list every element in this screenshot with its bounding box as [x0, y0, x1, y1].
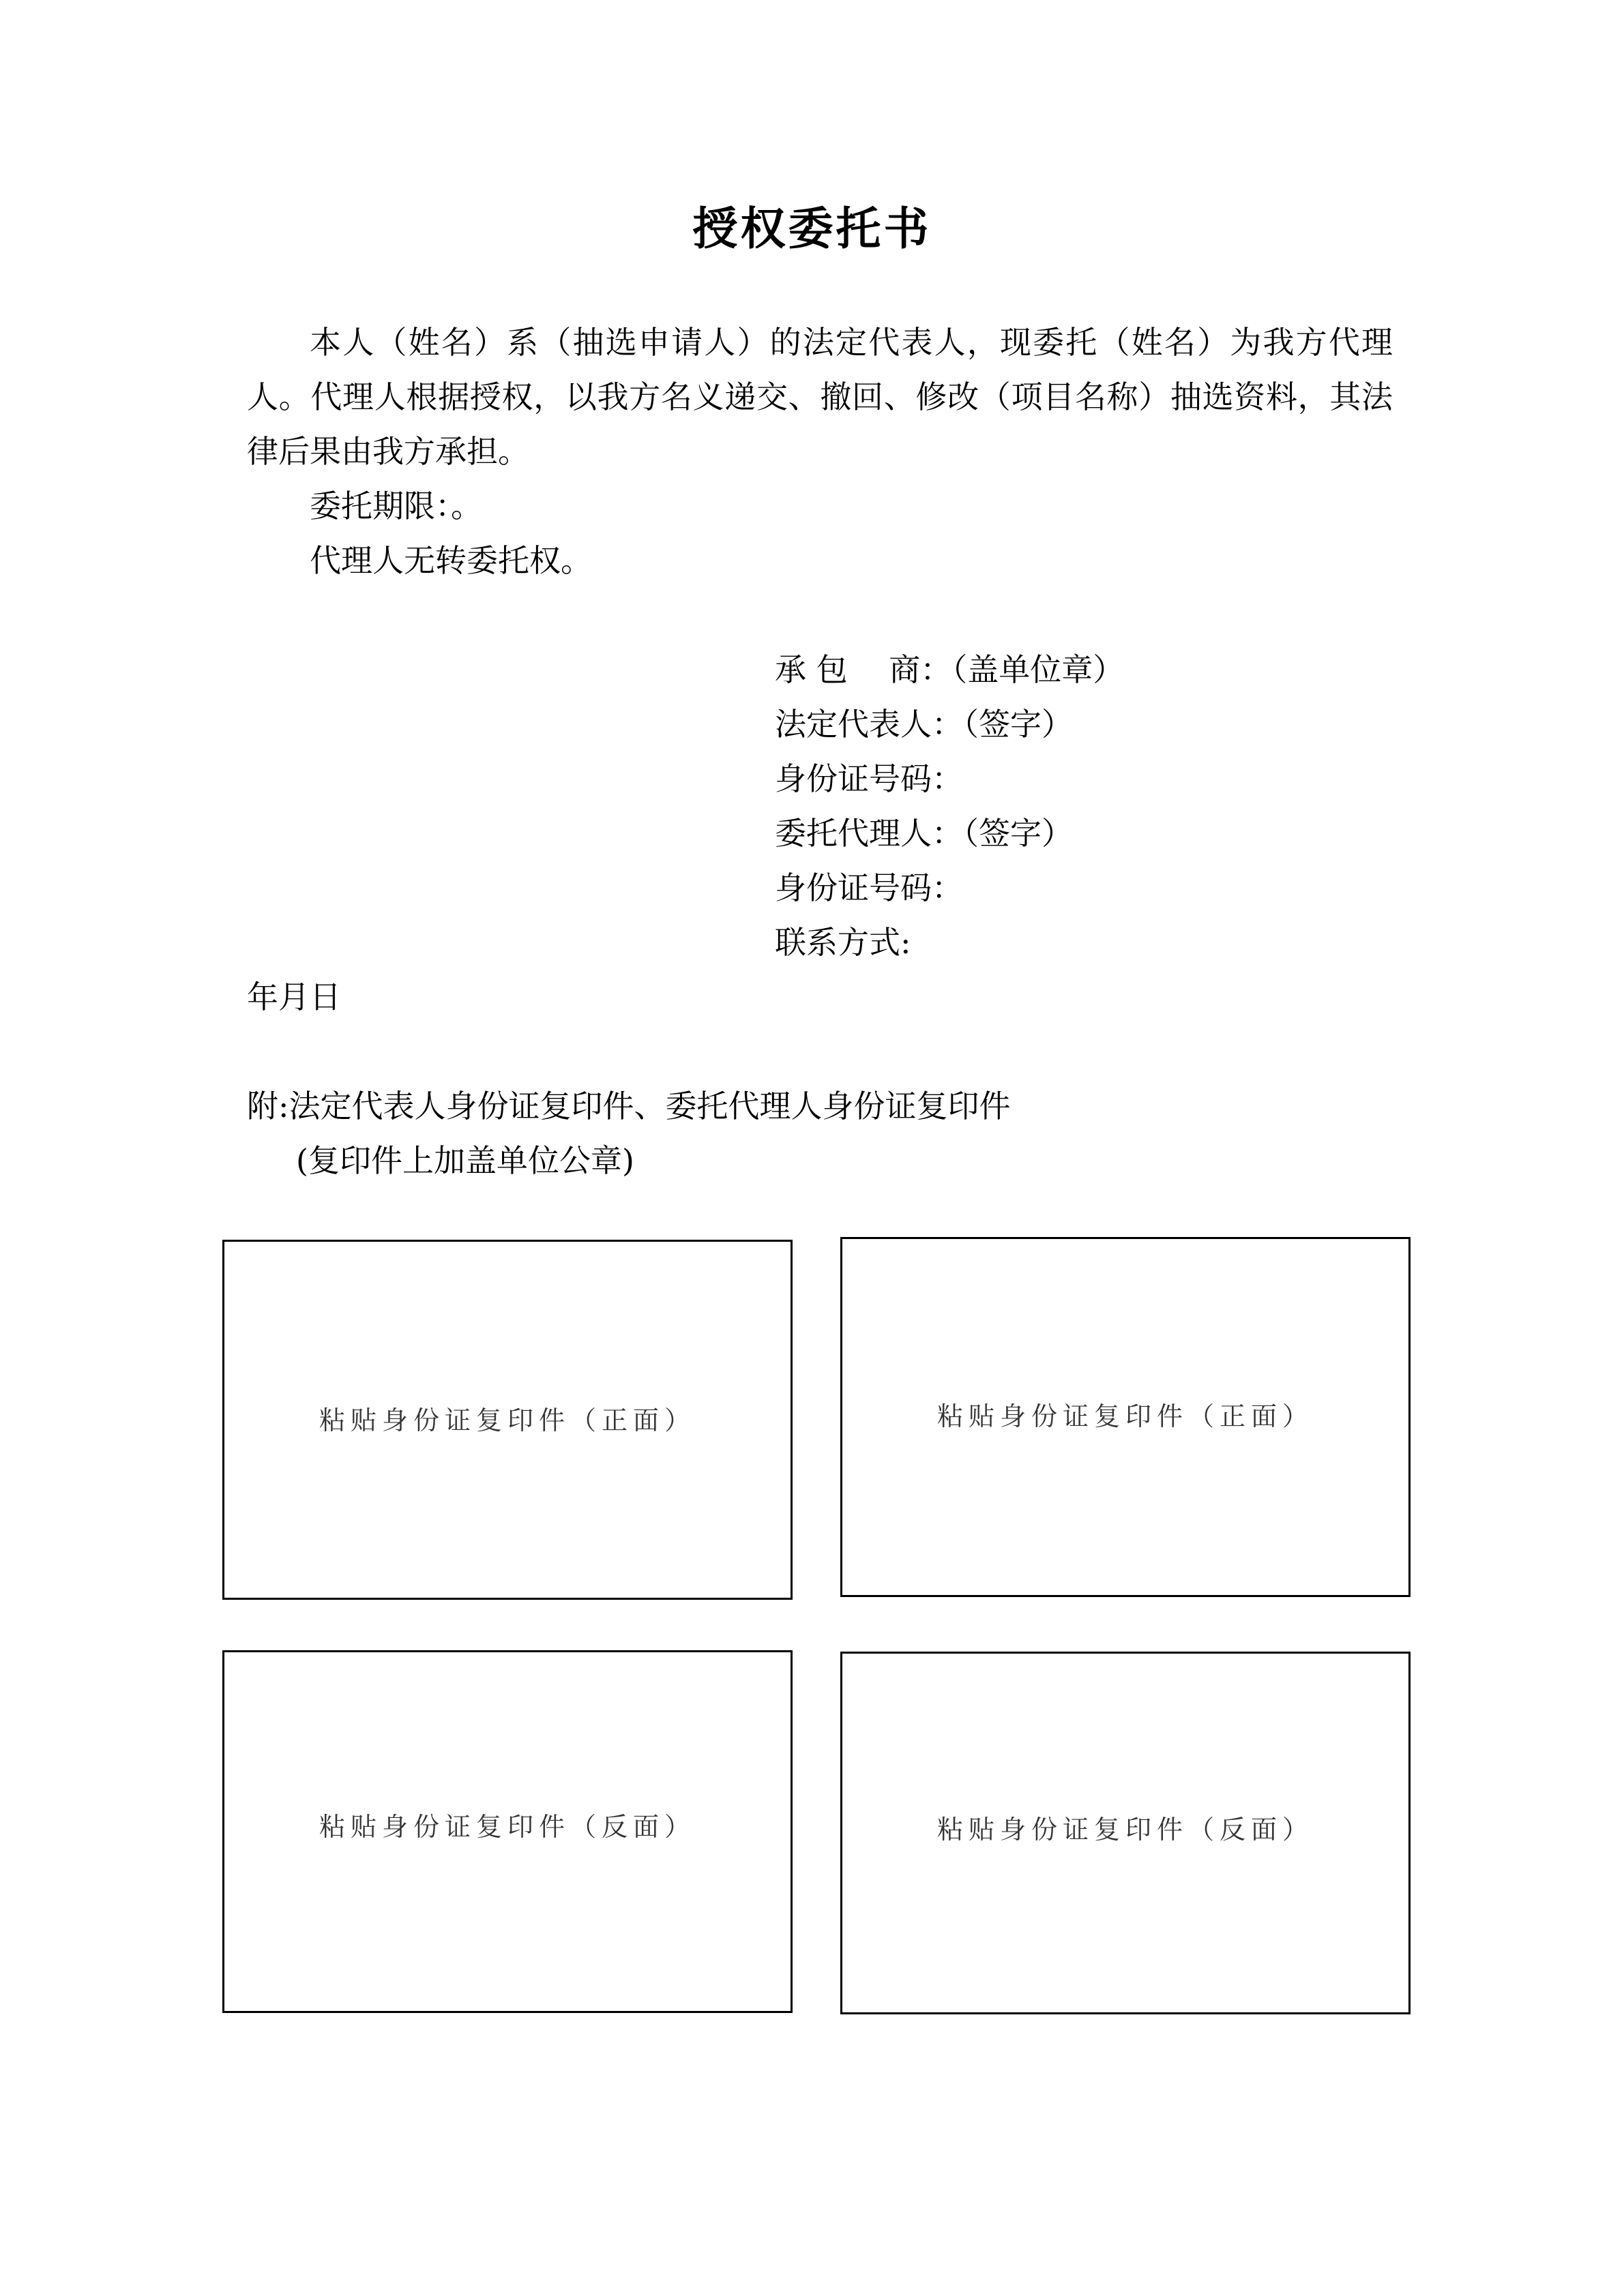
- signature-block: [775, 642, 1389, 970]
- agent-id-row: [775, 861, 1389, 915]
- contact-row: [775, 915, 1389, 970]
- id-number-label: 身份证号码：: [775, 760, 963, 797]
- id-copy-front-box-left: [222, 1240, 793, 1600]
- legal-representative-row: [775, 697, 1389, 751]
- agent-id-number-label: 身份证号码：: [775, 869, 963, 906]
- attachment-line: 附:法定代表人身份证复印件、委托代理人身份证复印件: [247, 1088, 1011, 1124]
- contact-label: 联系方式:: [775, 924, 911, 961]
- authorized-agent-label: 委托代理人：: [775, 815, 963, 852]
- document-title: 授权委托书: [692, 202, 932, 255]
- legal-representative-label: 法定代表人：: [775, 706, 963, 743]
- legal-representative-sign-value: （签字）: [963, 706, 1073, 743]
- id-copy-back-placeholder: 粘贴身份证复印件（反面）: [319, 1812, 696, 1842]
- contractor-label: 承 包 商：: [775, 651, 952, 688]
- attachment-note: (复印件上加盖单位公章): [296, 1142, 634, 1179]
- date-line: 年月日: [247, 979, 341, 1015]
- id-copy-front-placeholder: 粘贴身份证复印件（正面）: [936, 1401, 1314, 1431]
- delegation-period-line: 委托期限：。: [310, 488, 482, 524]
- id-copy-back-box-right: [840, 1652, 1411, 2014]
- contractor-seal-value: （盖单位章）: [951, 651, 1125, 688]
- legal-representative-id-row: [775, 751, 1389, 806]
- authorized-agent-sign-value: （签字）: [963, 815, 1073, 852]
- id-copy-back-box-left: [222, 1650, 793, 2013]
- id-copy-back-placeholder: 粘贴身份证复印件（反面）: [936, 1815, 1314, 1845]
- authorized-agent-row: [775, 806, 1389, 861]
- no-subdelegation-line: 代理人无转委托权。: [310, 542, 592, 579]
- id-copy-front-box-right: [840, 1237, 1411, 1597]
- id-copy-front-placeholder: 粘贴身份证复印件（正面）: [319, 1405, 696, 1435]
- authorization-body-paragraph: 本人（姓名）系（抽选申请人）的法定代表人，现委托（姓名）为我方代理人。代理人根据授权，以我方名义递交、撤回、修改（项目名称）抽选资料，其法律后果由我方承担。: [247, 324, 1393, 470]
- contractor-row: [775, 642, 1389, 697]
